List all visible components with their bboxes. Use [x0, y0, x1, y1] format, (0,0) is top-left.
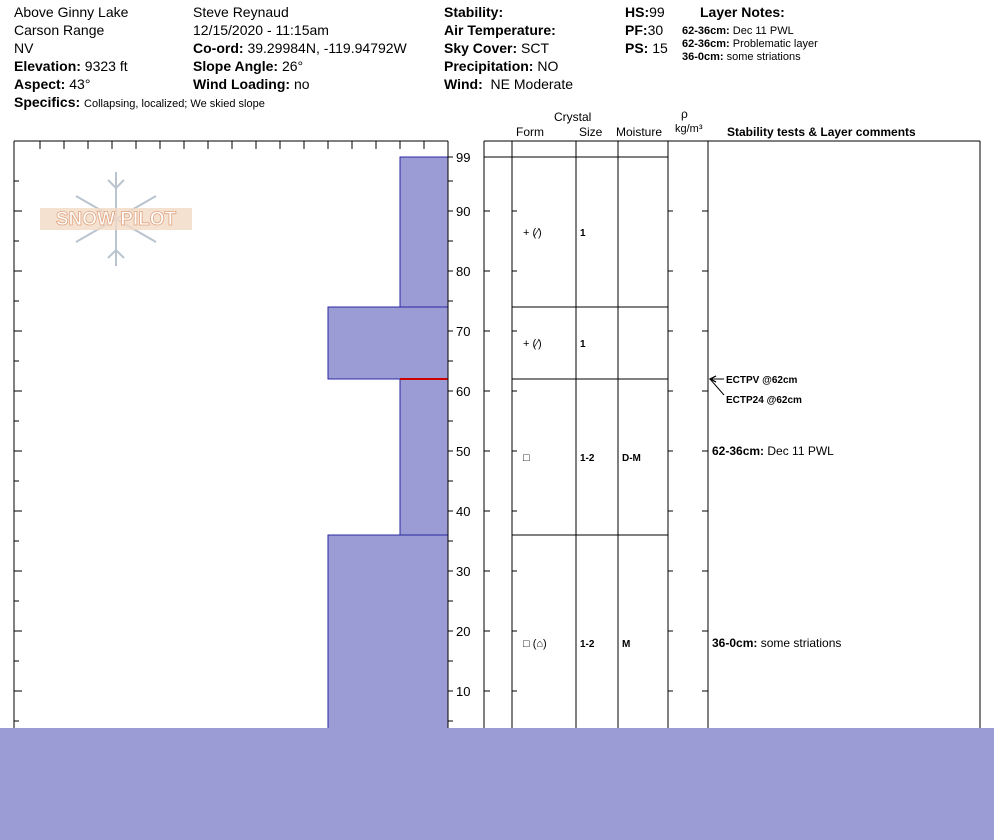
crystal-size: 1: [580, 228, 586, 239]
observer: Steve Reynaud: [193, 4, 289, 20]
sky-label: Sky Cover:: [444, 40, 518, 56]
depth-tick-label: 99: [456, 150, 471, 165]
layer-comment: 62-36cm: Dec 11 PWL: [712, 444, 834, 458]
layer-note: 62-36cm: Dec 11 PWL: [682, 25, 794, 37]
elevation-label: Elevation:: [14, 58, 81, 74]
hs-value: 99: [649, 4, 665, 20]
svg-text:SNOW PILOT: SNOW PILOT: [55, 209, 177, 230]
wind-value: NE Moderate: [490, 76, 574, 92]
crystal-form: + (⁄): [523, 338, 542, 350]
size-header: Size: [579, 125, 603, 139]
moisture-value: M: [622, 639, 631, 650]
hardness-bar: [400, 379, 448, 535]
coord-value: 39.29984N, -119.94792W: [247, 40, 407, 56]
hs-label: HS:: [625, 4, 650, 20]
crystal-form: + (⁄): [523, 227, 542, 239]
sky-value: SCT: [521, 40, 550, 56]
profile-base-fill-left: [0, 736, 450, 840]
depth-tick-label: 20: [456, 624, 471, 639]
elevation-value: 9323 ft: [84, 58, 128, 74]
aspect-label: Aspect:: [14, 76, 66, 92]
precip-label: Precipitation:: [444, 58, 534, 74]
comments-header: Stability tests & Layer comments: [727, 125, 916, 139]
wind-loading-label: Wind Loading:: [193, 76, 291, 92]
layer-note: 36-0cm: some striations: [682, 51, 801, 63]
depth-tick-label: 40: [456, 504, 471, 519]
crystal-form: □ (⌂): [523, 638, 547, 650]
stability-test-label: ECTPV @62cm: [726, 375, 798, 386]
pf-label: PF:: [625, 22, 648, 38]
depth-tick-label: 50: [456, 444, 471, 459]
form-header: Form: [516, 125, 544, 139]
slope-label: Slope Angle:: [193, 58, 279, 74]
layer-comment: 36-0cm: some striations: [712, 636, 842, 650]
depth-tick-label: 70: [456, 324, 471, 339]
ps-value: 15: [652, 40, 668, 56]
hardness-bar: [328, 307, 448, 379]
test-leader-line: [710, 379, 724, 395]
snowpilot-logo: [40, 172, 192, 266]
state: NV: [14, 40, 34, 56]
depth-tick-label: 80: [456, 264, 471, 279]
crystal-size: 1-2: [580, 453, 595, 464]
layer-notes-title: Layer Notes:: [700, 4, 785, 20]
density-unit: kg/m³: [675, 123, 703, 135]
precip-value: NO: [537, 58, 559, 74]
specifics-value: Collapsing, localized; We skied slope: [84, 98, 265, 110]
aspect-value: 43°: [69, 76, 91, 92]
stability-test-label: ECTP24 @62cm: [726, 395, 802, 406]
pf-value: 30: [647, 22, 664, 38]
density-symbol: ρ: [681, 107, 688, 121]
location-name: Above Ginny Lake: [14, 4, 129, 20]
datetime: 12/15/2020 - 11:15am: [193, 22, 329, 38]
wind-label: Wind:: [444, 76, 483, 92]
slope-value: 26°: [281, 58, 304, 74]
specifics-label: Specifics:: [14, 94, 81, 110]
moisture-header: Moisture: [616, 125, 663, 139]
moisture-value: D-M: [622, 453, 641, 464]
crystal-form: □: [523, 452, 530, 464]
depth-tick-label: 30: [456, 564, 471, 579]
air-temp-label: Air Temperature:: [444, 22, 556, 38]
mountain-range: Carson Range: [14, 22, 105, 38]
hardness-bar: [400, 157, 448, 307]
depth-tick-label: 60: [456, 384, 471, 399]
crystal-header: Crystal: [554, 110, 592, 124]
depth-tick-label: 90: [456, 204, 471, 219]
hardness-bar: [328, 535, 448, 751]
stability-label: Stability:: [444, 4, 504, 20]
coord-label: Co-ord:: [193, 40, 244, 56]
wind-loading-value: no: [293, 76, 310, 92]
crystal-size: 1-2: [580, 639, 595, 650]
layer-note: 62-36cm: Problematic layer: [682, 38, 818, 50]
crystal-size: 1: [580, 339, 586, 350]
depth-tick-label: 10: [456, 684, 471, 699]
ps-label: PS:: [625, 40, 649, 56]
